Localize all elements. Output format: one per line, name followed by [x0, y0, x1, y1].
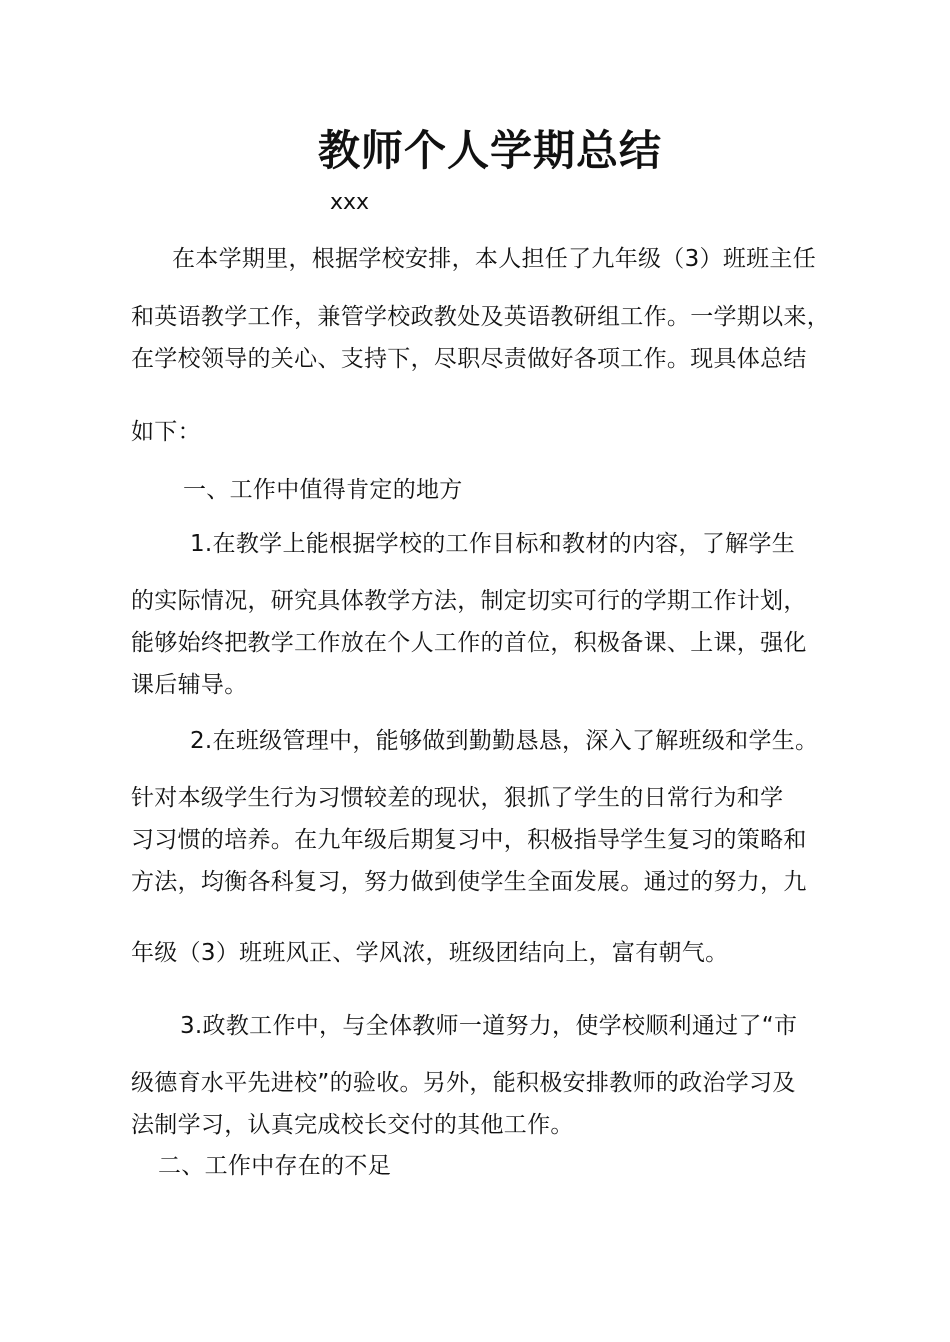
- body-line: 课后辅导。: [131, 672, 248, 698]
- body-line: 3.政教工作中，与全体教师一道努力，使学校顺利通过了“市: [180, 1013, 798, 1039]
- body-line: 如下：: [131, 419, 201, 445]
- document-author: xxx: [330, 190, 370, 215]
- body-line: 1.在教学上能根据学校的工作目标和教材的内容，了解学生: [190, 531, 796, 557]
- body-line: 在学校领导的关心、支持下，尽职尽责做好各项工作。现具体总结: [131, 346, 807, 372]
- body-line: 习习惯的培养。在九年级后期复习中，积极指导学生复习的策略和: [131, 827, 807, 853]
- body-line: 在本学期里，根据学校安排，本人担任了九年级（3）班班主任: [172, 246, 817, 272]
- body-line: 年级（3）班班风正、学风浓，班级团结向上，富有朝气。: [131, 940, 729, 966]
- body-line: 方法，均衡各科复习，努力做到使学生全面发展。通过的努力，九: [131, 869, 807, 895]
- body-line: 级德育水平先进校”的验收。另外，能积极安排教师的政治学习及: [131, 1070, 796, 1096]
- section-heading: 一、工作中值得肯定的地方: [183, 477, 463, 503]
- body-line: 和英语教学工作，兼管学校政教处及英语教研组工作。一学期以来，: [131, 304, 830, 330]
- body-line: 2.在班级管理中，能够做到勤勤恳恳，深入了解班级和学生。: [190, 728, 819, 754]
- body-line: 法制学习，认真完成校长交付的其他工作。: [131, 1112, 574, 1138]
- body-line: 的实际情况，研究具体教学方法，制定切实可行的学期工作计划，: [131, 588, 807, 614]
- section-heading: 二、工作中存在的不足: [158, 1153, 391, 1179]
- document-title: 教师个人学期总结: [317, 126, 662, 175]
- body-line: 针对本级学生行为习惯较差的现状，狠抓了学生的日常行为和学: [131, 785, 784, 811]
- body-line: 能够始终把教学工作放在个人工作的首位，积极备课、上课，强化: [131, 630, 807, 656]
